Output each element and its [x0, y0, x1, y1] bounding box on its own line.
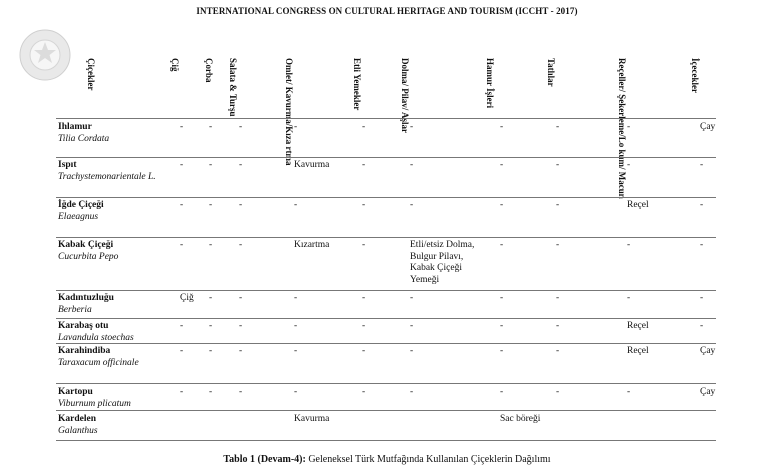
table-cell: -	[239, 293, 243, 303]
table-cell: Çiğ	[180, 293, 194, 303]
table-cell: -	[294, 346, 298, 356]
table-cell: -	[700, 200, 704, 210]
table-cell: -	[410, 122, 414, 132]
table-cell: -	[556, 122, 560, 132]
table-cell: Reçel	[627, 346, 649, 356]
table-cell: -	[556, 200, 560, 210]
table-cell: -	[239, 160, 243, 170]
flower-name: İğde Çiçeği	[58, 200, 104, 210]
table-cell: -	[180, 321, 184, 331]
table-cell: -	[556, 346, 560, 356]
table-cell: -	[627, 240, 631, 250]
column-header-label: İçecekler	[690, 58, 700, 93]
table-cell: -	[500, 293, 504, 303]
row-divider	[56, 290, 716, 291]
flower-latin-name: Cucurbita Pepo	[58, 252, 119, 262]
table-cell: -	[209, 293, 213, 303]
table-cell: -	[180, 240, 184, 250]
table-cell: -	[180, 160, 184, 170]
table-cell: -	[362, 122, 366, 132]
table-cell: -	[239, 200, 243, 210]
column-header-label: Çiçekler	[86, 58, 96, 91]
table-cell: -	[239, 240, 243, 250]
column-header-label: Reçeller/ Şekerleme/Lo kum/ Macun	[617, 58, 627, 199]
table-cell: Çay	[700, 346, 716, 356]
table-cell: -	[209, 200, 213, 210]
table-cell: -	[362, 160, 366, 170]
table-cell: -	[700, 160, 704, 170]
table-cell: -	[500, 200, 504, 210]
flower-name: Kadıntuzluğu	[58, 293, 114, 303]
column-header-label: Çiğ	[170, 58, 180, 72]
table-cell: -	[700, 321, 704, 331]
flower-name: Karahindiba	[58, 346, 111, 356]
flower-latin-name: Tilia Cordata	[58, 134, 110, 144]
table-cell: -	[362, 346, 366, 356]
column-header	[170, 58, 194, 72]
column-header-label: Tatlılar	[546, 58, 556, 87]
table-cell: -	[362, 293, 366, 303]
flower-name: Kardelen	[58, 414, 96, 424]
table-cell: Çay	[700, 122, 716, 132]
column-header-label: Çorba	[204, 58, 214, 83]
table-cell: -	[239, 387, 243, 397]
table-cell: -	[556, 240, 560, 250]
column-header	[485, 58, 509, 109]
column-header	[284, 58, 308, 166]
table-cell: -	[180, 200, 184, 210]
flower-name: Kabak Çiçeği	[58, 240, 114, 250]
table-cell: -	[209, 321, 213, 331]
row-divider	[56, 383, 716, 384]
table-cell: -	[410, 293, 414, 303]
flower-latin-name: Elaeagnus	[58, 212, 99, 222]
flower-latin-name: Lavandula stoechas	[58, 333, 134, 343]
flower-latin-name: Trachystemonarientale L.	[58, 172, 156, 182]
caption-text: Geleneksel Türk Mutfağında Kullanılan Çiçeklerin Dağılımı	[305, 454, 551, 465]
table-cell: -	[500, 160, 504, 170]
table-cell: -	[209, 160, 213, 170]
row-divider	[56, 318, 716, 319]
table-cell: -	[556, 321, 560, 331]
table-cell: -	[209, 122, 213, 132]
table-cell: -	[209, 346, 213, 356]
table-cell: -	[180, 387, 184, 397]
row-divider	[56, 118, 716, 119]
table-cell: Çay	[700, 387, 716, 397]
column-header-label: Hamur İşleri	[485, 58, 495, 109]
table-cell: -	[362, 200, 366, 210]
table-cell: Etli/etsiz Dolma, Bulgur Pilavı, Kabak Çiçeği Yemeği	[410, 240, 475, 285]
column-header	[546, 58, 570, 87]
column-header	[400, 58, 424, 133]
table-cell: Kızartma	[294, 240, 330, 250]
table-cell: -	[410, 160, 414, 170]
flower-latin-name: Berberia	[58, 305, 92, 315]
table-cell: -	[362, 387, 366, 397]
flower-name: Kartopu	[58, 387, 93, 397]
table-cell: -	[239, 122, 243, 132]
table-cell: -	[410, 200, 414, 210]
row-divider	[56, 237, 716, 238]
table-cell: -	[500, 122, 504, 132]
table-cell: -	[500, 321, 504, 331]
row-divider	[56, 410, 716, 411]
table-cell: -	[294, 200, 298, 210]
table-cell: -	[294, 122, 298, 132]
column-header	[86, 58, 110, 91]
table-cell: Reçel	[627, 321, 649, 331]
table-cell: -	[500, 387, 504, 397]
table-cell: -	[294, 321, 298, 331]
column-header-label: Etli Yemekler	[352, 58, 362, 111]
table-cell: -	[362, 321, 366, 331]
table-cell: -	[500, 346, 504, 356]
table-cell: -	[239, 346, 243, 356]
row-divider	[56, 440, 716, 441]
row-divider	[56, 157, 716, 158]
table-cell: -	[209, 387, 213, 397]
column-header	[352, 58, 376, 111]
column-header	[690, 58, 714, 93]
table-cell: -	[410, 387, 414, 397]
table-cell: -	[627, 387, 631, 397]
table-cell: -	[627, 122, 631, 132]
flower-name: Ispıt	[58, 160, 77, 170]
column-header	[204, 58, 228, 83]
caption-label: Tablo 1 (Devam-4):	[223, 454, 306, 465]
column-header-label: Salata & Turşu	[228, 58, 238, 117]
table-cell: -	[239, 321, 243, 331]
table-cell: -	[556, 160, 560, 170]
table-cell: -	[627, 293, 631, 303]
table-cell: -	[556, 387, 560, 397]
table-cell: -	[410, 321, 414, 331]
table-cell: -	[700, 240, 704, 250]
column-header-label: Omlet/ Kavurma/Kıza rtma	[284, 58, 294, 166]
table-cell: Reçel	[627, 200, 649, 210]
flower-name: Karabaş otu	[58, 321, 109, 331]
table-cell: -	[294, 293, 298, 303]
table-cell: -	[500, 240, 504, 250]
table-cell: -	[410, 346, 414, 356]
flower-latin-name: Taraxacum officinale	[58, 358, 139, 368]
flower-latin-name: Galanthus	[58, 426, 98, 436]
table-cell: -	[627, 160, 631, 170]
table-cell: -	[180, 346, 184, 356]
table-cell: -	[294, 387, 298, 397]
flower-latin-name: Viburnum plicatum	[58, 399, 131, 409]
table-cell: -	[700, 293, 704, 303]
column-header	[617, 58, 641, 199]
row-divider	[56, 197, 716, 198]
table-cell: -	[556, 293, 560, 303]
table-cell: -	[362, 240, 366, 250]
table-cell: -	[180, 122, 184, 132]
table-cell: Sac böreği	[500, 414, 541, 424]
table-cell: Kavurma	[294, 414, 330, 424]
table-caption	[0, 454, 774, 465]
flower-name: Ihlamur	[58, 122, 92, 132]
conference-logo-watermark	[18, 28, 72, 82]
column-header-label: Dolma/ Pilav/ Aşlar	[400, 58, 410, 133]
table-cell: Kavurma	[294, 160, 330, 170]
table-cell: -	[209, 240, 213, 250]
column-header	[228, 58, 252, 117]
conference-header: INTERNATIONAL CONGRESS ON CULTURAL HERITAGE AND TOURISM (ICCHT - 2017)	[196, 6, 578, 16]
